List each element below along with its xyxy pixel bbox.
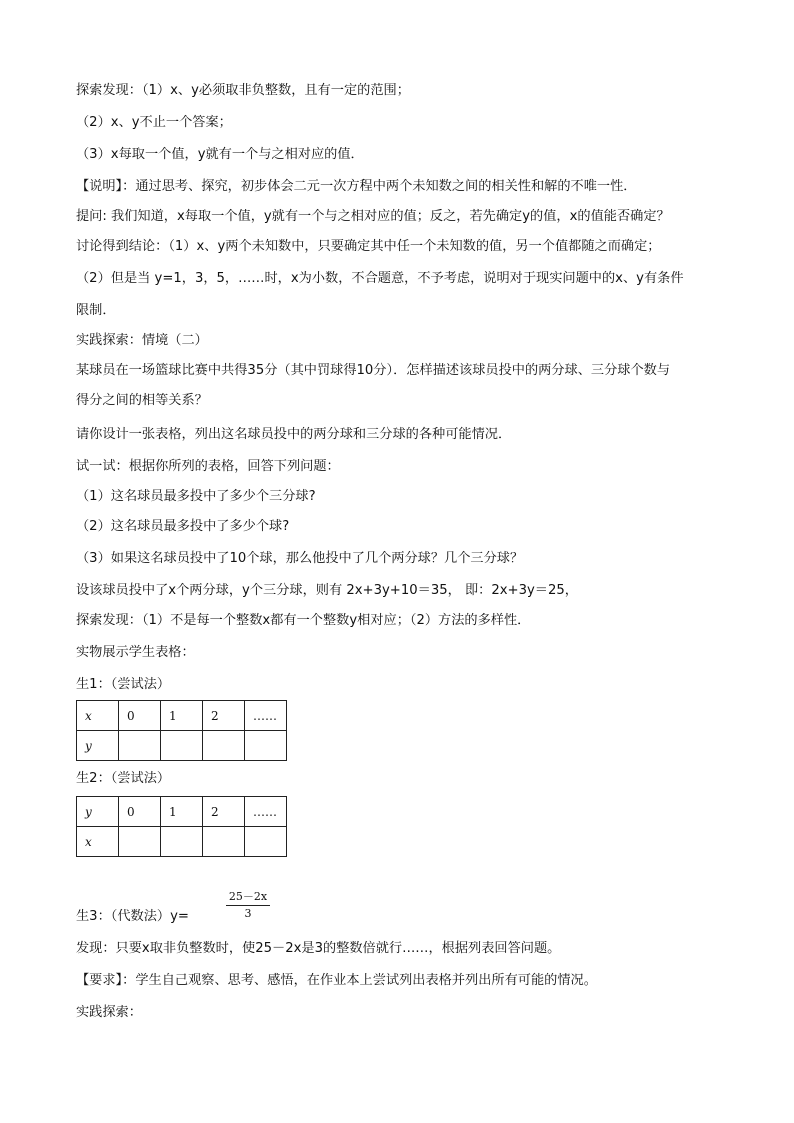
text-line: 【说明】：通过思考、探究，初步体会二元一次方程中两个未知数之间的相关性和解的不唯一性． — [76, 179, 637, 194]
table-cell: 1 — [161, 797, 203, 827]
table-student-1 — [76, 700, 287, 761]
fraction-numerator: 25－2x — [228, 890, 268, 903]
text-line: 实物展示学生表格： — [76, 645, 195, 660]
fraction-bar — [226, 905, 270, 906]
text-line: （1）这名球员最多投中了多少个三分球? — [76, 489, 316, 504]
table-cell: …… — [245, 797, 287, 827]
fraction-denominator: 3 — [244, 907, 252, 920]
text-line: （2）x、y不止一个答案； — [76, 115, 232, 130]
table-cell: 0 — [119, 701, 161, 731]
table-cell — [203, 827, 245, 857]
text-line: 探索发现：（1）不是每一个整数x都有一个整数y相对应；（2）方法的多样性． — [76, 613, 531, 628]
text-line: 某球员在一场篮球比赛中共得35分（其中罚球得10分）．怎样描述该球员投中的两分球、三分球个数与 — [76, 363, 671, 378]
text-line: （2）这名球员最多投中了多少个球? — [76, 519, 290, 534]
table-student-2 — [76, 796, 287, 857]
text-line: 限制． — [76, 303, 116, 318]
table-cell — [119, 731, 161, 761]
text-line: 得分之间的相等关系？ — [76, 393, 208, 408]
table-cell: 0 — [119, 797, 161, 827]
text-line: 提问: 我们知道，x每取一个值，y就有一个与之相对应的值；反之，若先确定y的值，x的值能否确定？ — [76, 209, 670, 224]
table-cell — [161, 731, 203, 761]
text-line: 生3：（代数法）y= — [76, 909, 189, 924]
text-line: 探索发现：（1）x、y必须取非负整数，且有一定的范围； — [76, 83, 410, 98]
table-cell — [203, 731, 245, 761]
table-row — [77, 701, 287, 731]
table-cell — [245, 827, 287, 857]
text-line: （2）但是当 y=1，3，5，……时，x为小数，不合题意，不予考虑，说明对于现实问题中的x、y有条件 — [76, 271, 684, 286]
text-line: 发现：只要x取非负整数时，使25－2x是3的整数倍就行……，根据列表回答问题。 — [76, 941, 561, 956]
fraction — [226, 888, 270, 920]
text-line: 实践探索： — [76, 1005, 142, 1020]
text-line: 生2：（尝试法） — [76, 771, 171, 786]
table-cell — [119, 827, 161, 857]
text-line: 讨论得到结论：（1）x、y两个未知数中，只要确定其中任一个未知数的值，另一个值都随之而确定； — [76, 239, 661, 254]
table-row — [77, 797, 287, 827]
table-cell: 2 — [203, 797, 245, 827]
text-line: 请你设计一张表格，列出这名球员投中的两分球和三分球的各种可能情况． — [76, 427, 512, 442]
table-cell: 1 — [161, 701, 203, 731]
text-line: 试一试：根据你所列的表格，回答下列问题： — [76, 459, 340, 474]
table-cell: 2 — [203, 701, 245, 731]
table-row — [77, 731, 287, 761]
table-cell — [245, 731, 287, 761]
text-line: 生1：（尝试法） — [76, 677, 171, 692]
text-line: （3）如果这名球员投中了10个球，那么他投中了几个两分球？几个三分球？ — [76, 551, 524, 566]
text-line: 【要求】：学生自己观察、思考、感悟，在作业本上尝试列出表格并列出所有可能的情况。 — [76, 973, 597, 988]
text-line: 设该球员投中了x个两分球，y个三分球，则有 2x+3y+10＝35， 即：2x+3y＝25， — [76, 583, 578, 598]
table-cell: x — [77, 827, 119, 857]
table-cell: x — [77, 701, 119, 731]
text-line: 实践探索：情境（二） — [76, 333, 208, 348]
table-cell: …… — [245, 701, 287, 731]
table-cell: y — [77, 797, 119, 827]
table-row — [77, 827, 287, 857]
table-cell — [161, 827, 203, 857]
table-cell: y — [77, 731, 119, 761]
text-line: （3）x每取一个值，y就有一个与之相对应的值． — [76, 147, 364, 162]
